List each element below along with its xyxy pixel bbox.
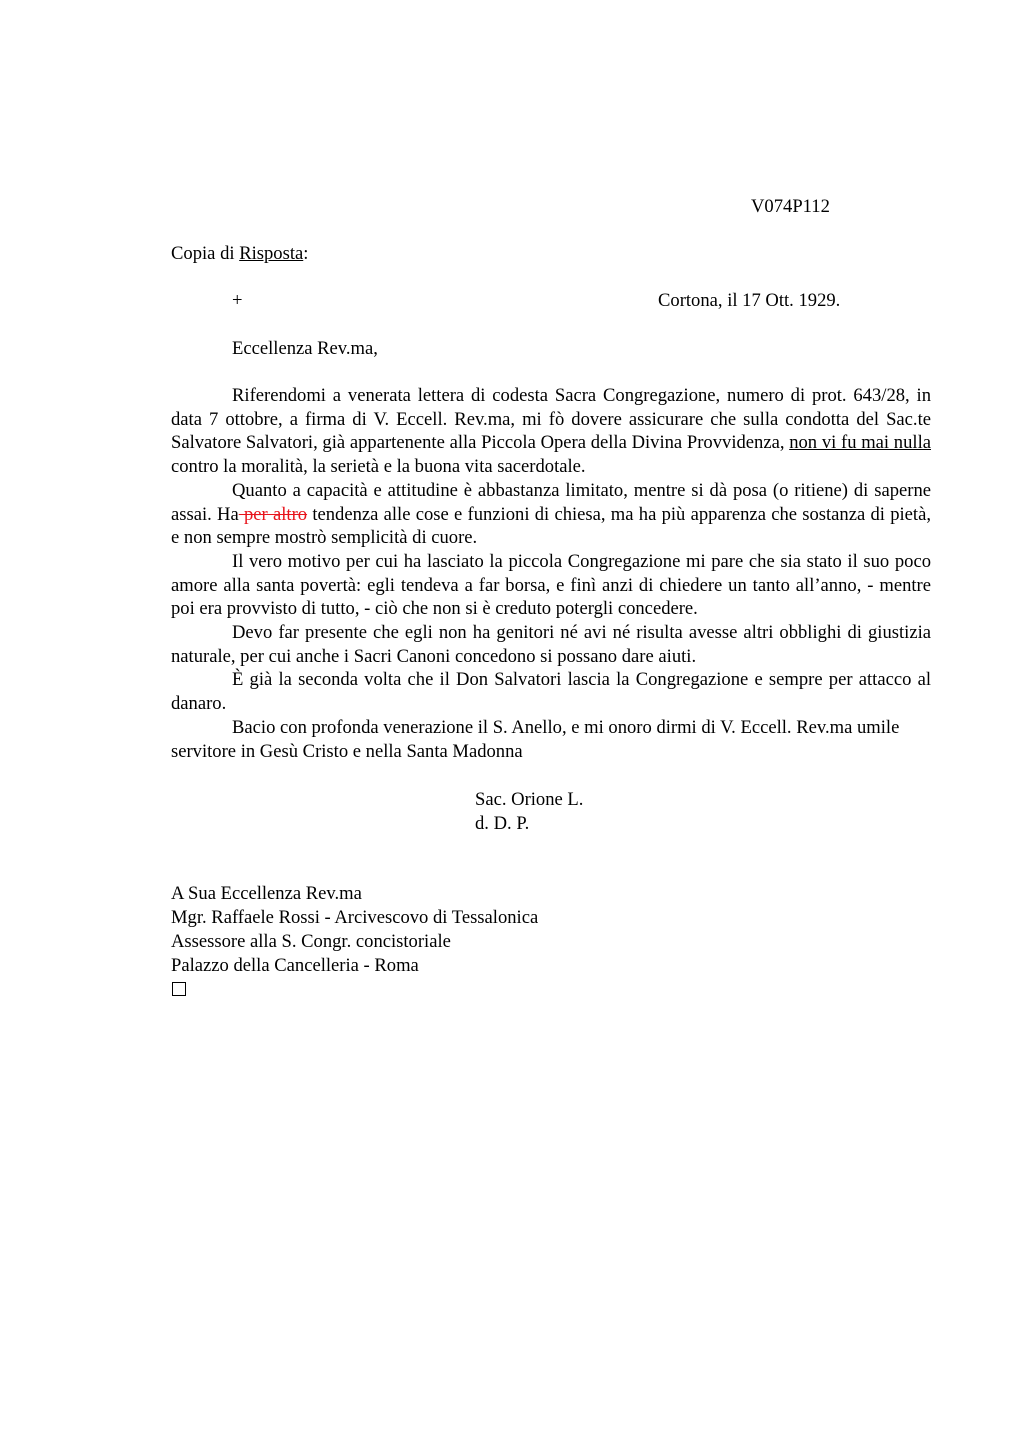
paragraph-2-text-a: Quanto a capacità e attitudine è abbastanza limitato, mentre si dà posa (o ritiene) di saperne assai. Ha	[171, 479, 931, 525]
copy-label-suffix: :	[303, 243, 309, 264]
copy-label	[171, 242, 308, 266]
signature-block	[475, 788, 583, 836]
paragraph-1-text-b: contro la moralità, la serietà e la buona vita sacerdotale.	[171, 456, 586, 478]
copy-label-prefix: Copia di	[171, 243, 240, 264]
paragraph-2-text-b: tendenza alle cose e funzioni di chiesa, ma ha più apparenza che sostanza di pietà, e non sempre mostrò semplicità di cuore.	[171, 503, 931, 549]
paragraph-6: Bacio con profonda venerazione il S. Anello, e mi onoro dirmi di V. Eccell. Rev.ma umile servitore in Gesù Cristo e nella Santa Madonna	[171, 716, 900, 762]
cross-symbol: +	[232, 290, 243, 311]
recipient-line-4: Palazzo della Cancelleria - Roma	[171, 955, 419, 976]
copy-label-underlined: Risposta	[239, 243, 304, 264]
recipient-address	[171, 882, 538, 978]
document-reference-code: V074P112	[751, 196, 830, 217]
signature-line-1: Sac. Orione L.	[475, 789, 584, 810]
paragraph-1	[171, 384, 931, 479]
paragraph-2	[171, 479, 931, 550]
place-and-date: Cortona, il 17 Ott. 1929.	[658, 290, 841, 311]
paragraph-1-underlined: non vi fu mai nulla	[789, 432, 931, 454]
paragraph-2-deleted-text: per altro	[238, 503, 308, 525]
letter-body	[171, 384, 931, 763]
recipient-line-3: Assessore alla S. Congr. concistoriale	[171, 931, 451, 952]
paragraph-3: Il vero motivo per cui ha lasciato la piccola Congregazione mi pare che sia stato il suo poco amore alla santa povertà: egli tendeva a far borsa, e finì anzi di chiedere un tanto all’anno, - mentre poi era provvisto di tutto, - ciò che non si è creduto potergli concedere.	[171, 550, 931, 620]
recipient-line-1: A Sua Eccellenza Rev.ma	[171, 883, 362, 904]
signature-line-2: d. D. P.	[475, 813, 530, 834]
square-outline-icon	[172, 982, 186, 996]
recipient-line-2: Mgr. Raffaele Rossi - Arcivescovo di Tessalonica	[171, 907, 539, 928]
paragraph-1-text-a: Riferendomi a venerata lettera di codesta Sacra Congregazione, numero di prot. 643/28, in data 7 ottobre, a firma di V. Eccell. Rev.ma, mi fò dovere assicurare che sulla condotta del Sac.te Salvatore Salvatori, già appartenente alla Piccola Opera della Divina Provvidenza,	[171, 385, 931, 454]
paragraph-4: Devo far presente che egli non ha genitori né avi né risulta avesse altri obblighi di giustizia naturale, per cui anche i Sacri Canoni concedono si possano dare aiuti.	[171, 622, 931, 667]
paragraph-5: È già la seconda volta che il Don Salvatori lascia la Congregazione e sempre per attacco al danaro.	[171, 669, 931, 715]
salutation: Eccellenza Rev.ma,	[232, 338, 378, 359]
